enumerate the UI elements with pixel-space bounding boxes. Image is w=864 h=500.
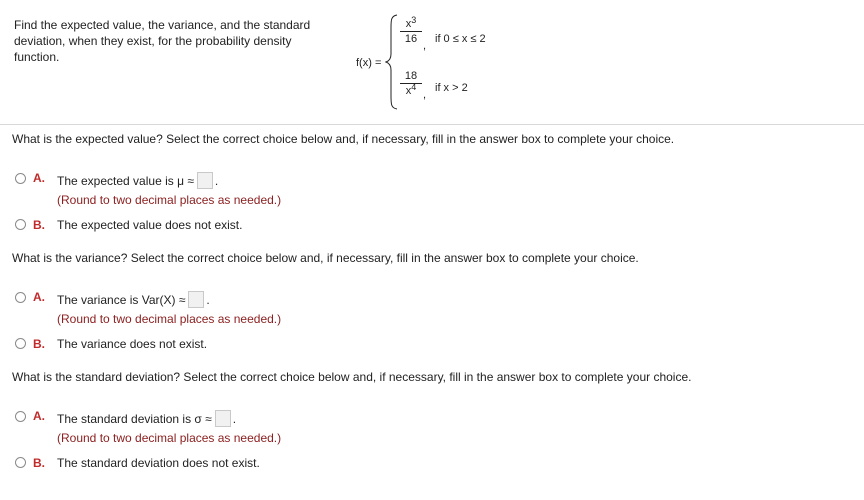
problem-statement: Find the expected value, the variance, and the standard deviation, when they exist, for the probability density function. [14, 18, 311, 64]
expected-value-option-b-letter: B. [33, 218, 45, 232]
variance-answer-box[interactable] [188, 291, 204, 308]
std-dev-option-a-text: The standard deviation is σ ≈ [57, 411, 212, 426]
std-dev-answer-box[interactable] [215, 410, 231, 427]
question-variance: What is the variance? Select the correct choice below and, if necessary, fill in the answer box to complete your choice. [12, 251, 639, 265]
expected-value-option-a-letter: A. [33, 171, 45, 185]
case2-denominator-base: x [405, 85, 412, 97]
case1-condition: if 0 ≤ x ≤ 2 [435, 33, 486, 45]
expected-value-option-a-text: The expected value is μ ≈ [57, 173, 194, 188]
question-expected-value: What is the expected value? Select the correct choice below and, if necessary, fill in the answer box to complete your choice. [12, 132, 675, 146]
case2-fraction [400, 70, 422, 97]
case2-comma: , [423, 89, 427, 101]
expected-value-period: . [214, 173, 219, 188]
case1-fraction [400, 15, 422, 45]
std-dev-option-a-radio[interactable] [15, 411, 26, 422]
variance-rounding-hint: (Round to two decimal places as needed.) [57, 312, 282, 326]
std-dev-rounding-hint: (Round to two decimal places as needed.) [57, 431, 282, 445]
case1-denominator: 16 [404, 33, 418, 45]
variance-option-b-radio[interactable] [15, 338, 26, 349]
std-dev-option-a-letter: A. [33, 409, 45, 423]
std-dev-option-a [57, 410, 236, 427]
case2-condition: if x > 2 [435, 82, 468, 94]
expected-value-option-b-text: The expected value does not exist. [57, 218, 243, 232]
case1-numerator-exponent: 3 [411, 15, 417, 25]
expected-value-option-a [57, 172, 218, 189]
case2-denominator-exponent: 4 [411, 82, 417, 92]
std-dev-option-b-letter: B. [33, 456, 45, 470]
variance-period: . [206, 292, 210, 307]
variance-option-b-letter: B. [33, 337, 45, 351]
expected-value-answer-box[interactable] [197, 172, 213, 189]
case1-comma: , [423, 40, 427, 52]
variance-option-a-text: The variance is Var(X) ≈ [57, 292, 186, 307]
std-dev-option-b-radio[interactable] [15, 457, 26, 468]
case2-numerator: 18 [404, 70, 418, 82]
expected-value-rounding-hint: (Round to two decimal places as needed.) [57, 193, 282, 207]
function-label: f(x) = [356, 57, 382, 69]
std-dev-option-b-text: The standard deviation does not exist. [57, 456, 260, 470]
section-divider [0, 124, 864, 125]
left-brace-icon [385, 14, 399, 110]
expected-value-option-a-radio[interactable] [15, 173, 26, 184]
expected-value-option-b-radio[interactable] [15, 219, 26, 230]
question-standard-deviation: What is the standard deviation? Select the correct choice below and, if necessary, fill in the answer box to complete your choice. [12, 370, 692, 384]
variance-option-b-text: The variance does not exist. [57, 337, 208, 351]
std-dev-period: . [232, 411, 237, 426]
variance-option-a [57, 291, 210, 308]
variance-option-a-letter: A. [33, 290, 45, 304]
case1-numerator-base: x [405, 18, 412, 30]
variance-option-a-radio[interactable] [15, 292, 26, 303]
